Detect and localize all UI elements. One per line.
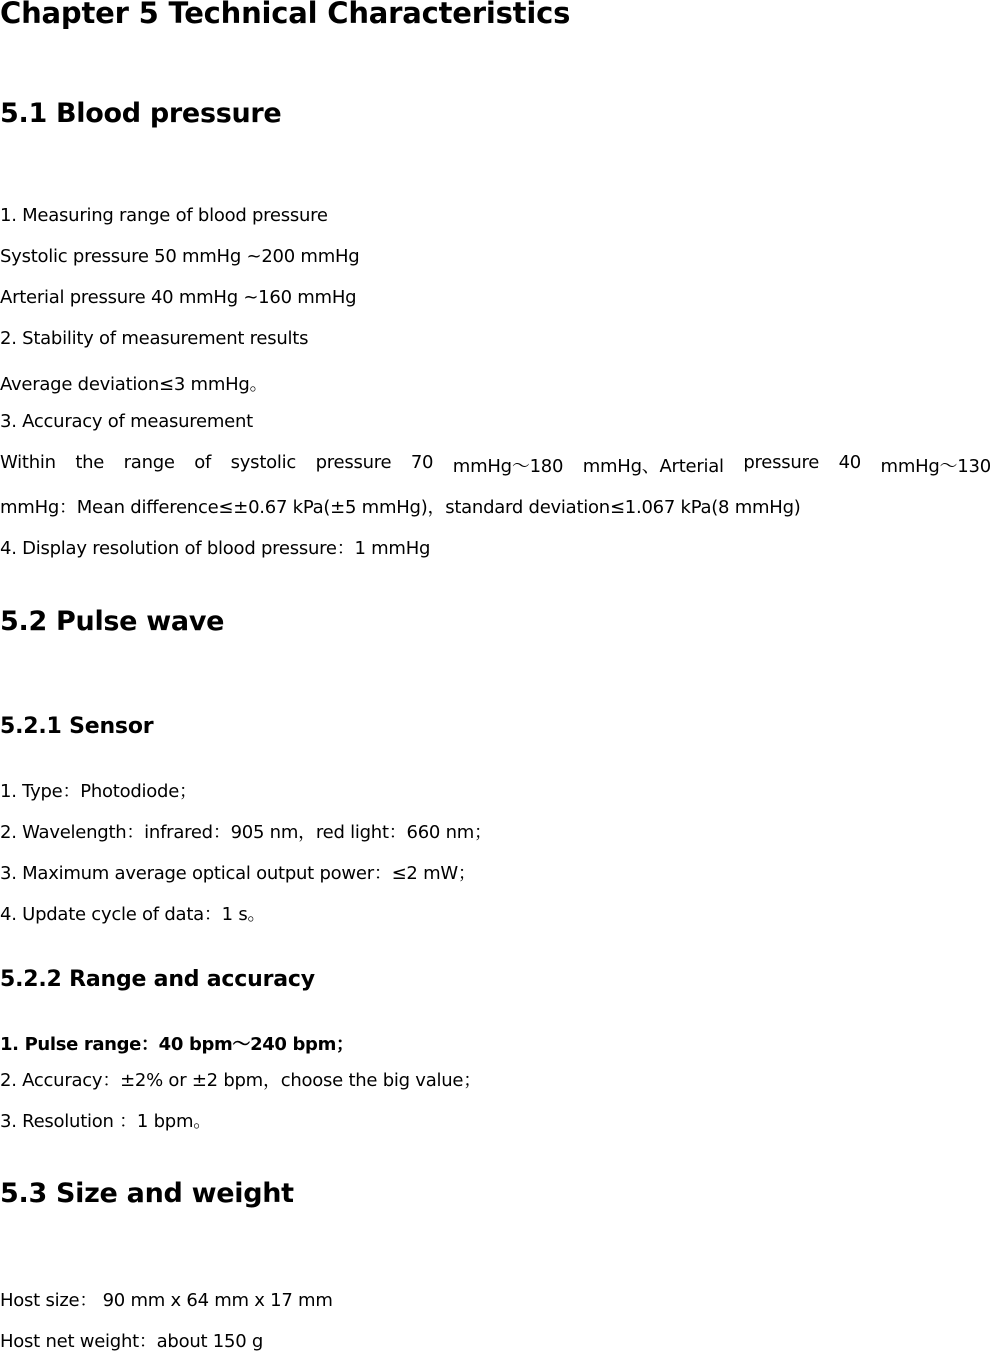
text-line: Host size： 90 mm x 64 mm x 17 mm — [0, 1290, 333, 1311]
chapter-title: Chapter 5 Technical Characteristics — [0, 0, 571, 30]
section-heading-pulse-wave: 5.2 Pulse wave — [0, 606, 225, 637]
text-line: 3. Maximum average optical output power：≤2 mW； — [0, 863, 476, 884]
word: range — [123, 452, 175, 473]
word: 40 — [838, 452, 861, 473]
text-line: Systolic pressure 50 mmHg ~200 mmHg — [0, 246, 360, 267]
text-line: 2. Accuracy：±2% or ±2 bpm，choose the big value； — [0, 1070, 481, 1091]
word: of — [194, 452, 212, 473]
accuracy-paragraph-line — [0, 452, 991, 478]
section-heading-blood-pressure: 5.1 Blood pressure — [0, 98, 282, 129]
text-line: Arterial pressure 40 mmHg ~160 mmHg — [0, 287, 357, 308]
word: the — [75, 452, 105, 473]
text-line: 3. Accuracy of measurement — [0, 411, 253, 432]
word: Within — [0, 452, 56, 473]
text-line-bold: 1. Pulse range：40 bpm～240 bpm； — [0, 1034, 354, 1055]
word: pressure — [315, 452, 392, 473]
section-heading-size-weight: 5.3 Size and weight — [0, 1178, 294, 1209]
text-line: 1. Type：Photodiode； — [0, 781, 197, 802]
text-line: 2. Stability of measurement results — [0, 328, 309, 349]
word: mmHg、Arterial — [582, 456, 724, 477]
word: mmHg～180 — [452, 456, 564, 477]
text-line: 4. Display resolution of blood pressure：1 mmHg — [0, 538, 431, 559]
subsection-heading-sensor: 5.2.1 Sensor — [0, 714, 154, 739]
word: systolic — [230, 452, 297, 473]
word: pressure — [743, 452, 820, 473]
subsection-heading-range-accuracy: 5.2.2 Range and accuracy — [0, 967, 315, 992]
text-line: 2. Wavelength：infrared：905 nm，red light：660 nm； — [0, 822, 492, 843]
text-line: 4. Update cycle of data：1 s。 — [0, 904, 266, 925]
text-line: mmHg：Mean difference≤±0.67 kPa(±5 mmHg)，standard deviation≤1.067 kPa(8 mmHg) — [0, 497, 801, 518]
text-line: Host net weight：about 150 g — [0, 1331, 264, 1352]
word: mmHg～130 — [880, 456, 991, 477]
word: 70 — [410, 452, 434, 473]
text-line: 3. Resolution ：1 bpm。 — [0, 1111, 211, 1132]
text-line: Average deviation≤3 mmHg。 — [0, 374, 268, 395]
text-line: 1. Measuring range of blood pressure — [0, 205, 328, 226]
